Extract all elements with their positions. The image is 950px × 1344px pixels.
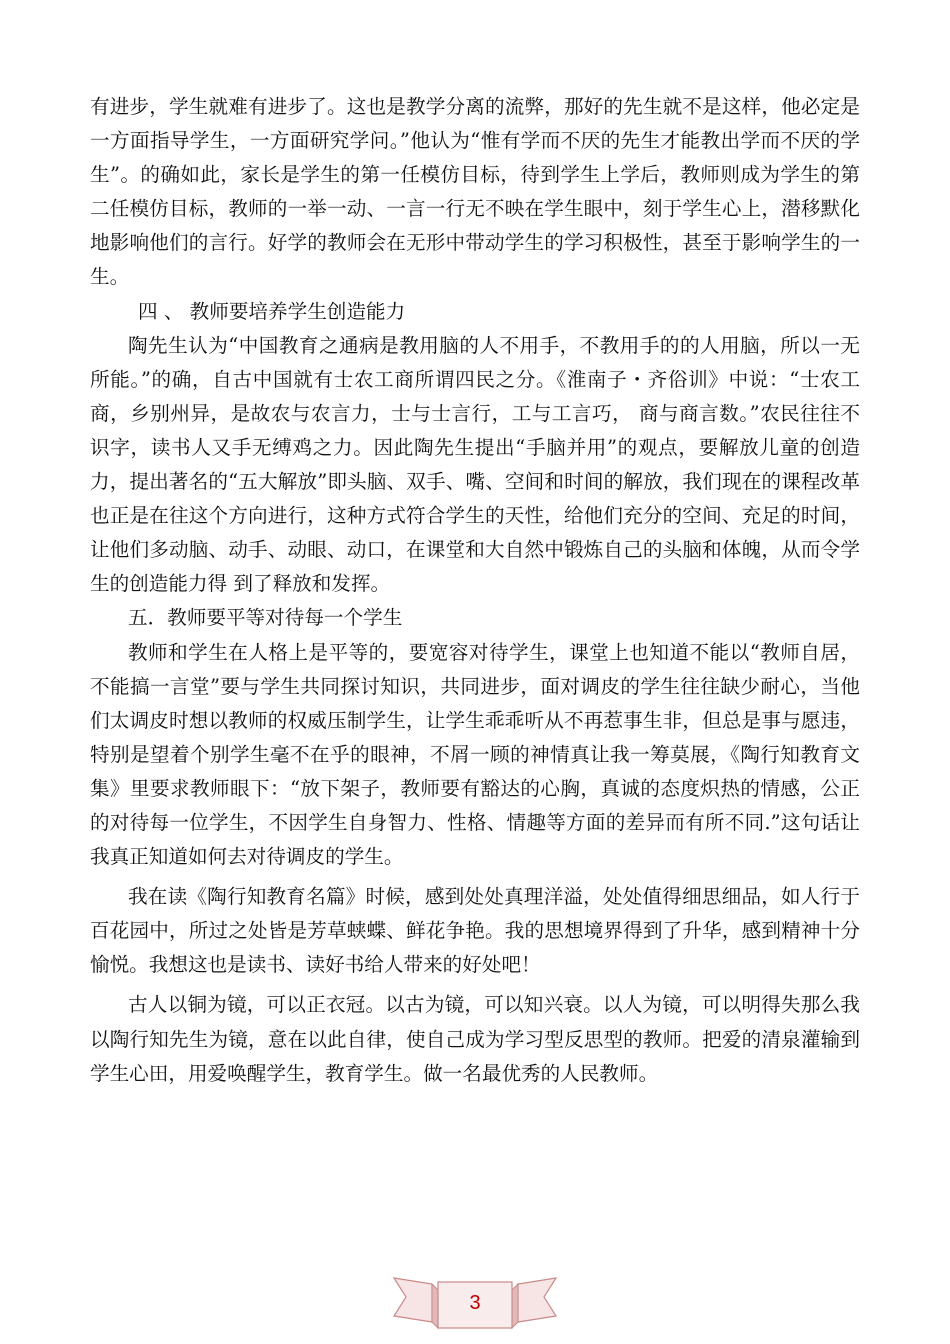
section-heading-5: 五．教师要平等对待每一个学生 <box>128 606 403 630</box>
page-number-ribbon <box>392 1270 558 1330</box>
section-heading-4: 四 、 教师要培养学生创造能力 <box>138 299 406 323</box>
paragraph-equality: 教师和学生在人格上是平等的，要宽容对待学生，课堂上也知道不能以“教师自居，不能搞一言堂”要与学生共同探讨知识，共同进步，面对调皮的学生往往缺少耐心，当他们太调皮时想以教师的权威压制学生，让学生乖乖听从不再惹事生非，但总是事与愿违，特别是望着个别学生毫不在乎的眼神，不屑一顾的神情真让我一筹莫展，《陶行知教育文集》里要求教师眼下：“放下架子，教师要有豁达的心胸，真诚的态度炽热的情感，公正的对待每一位学生，不因学生自身智力、性格、情趣等方面的差异而有所不同.”这句话让我真正知道如何去对待调皮的学生。 <box>90 640 860 869</box>
paragraph-creativity: 陶先生认为“中国教育之通病是教用脑的人不用手，不教用手的的人用脑，所以一无所能。”的确，自古中国就有士农工商所谓四民之分。《淮南子・齐俗训》中说：“士农工商，乡别州异，是故农与农言力，士与士言行，工与工言巧， 商与商言数。”农民往往不识字，读书人又手无缚鸡之力。因此陶先生提出“手脑并用”的观点，要解放儿童的创造力，提出著名的“五大解放”即头脑、双手、嘴、空间和时间的解放，我们现在的课程改革也正是在往这个方向进行，这种方式符合学生的天性，给他们充分的空间、充足的时间，让他们多动脑、动手、动眼、动口，在课堂和大自然中锻炼自己的头脑和体魄，从而令学生的创造能力得 到了释放和发挥。 <box>90 333 860 596</box>
paragraph-conclusion: 古人以铜为镜，可以正衣冠。以古为镜，可以知兴衰。以人为镜，可以明得失那么我以陶行知先生为镜，意在以此自律，使自己成为学习型反思型的教师。把爱的清泉灌输到学生心田，用爱唤醒学生，教育学生。做一名最优秀的人民教师。 <box>90 993 860 1085</box>
document-body <box>90 90 860 1091</box>
paragraph-continuation: 有进步，学生就难有进步了。这也是教学分离的流弊，那好的先生就不是这样，他必定是一方面指导学生，一方面研究学问。”他认为“惟有学而不厌的先生才能教出学而不厌的学生”。的确如此，家长是学生的第一任模仿目标，待到学生上学后，教师则成为学生的第二任模仿目标，教师的一举一动、一言一行无不映在学生眼中，刻于学生心上，潜移默化地影响他们的言行。好学的教师会在无形中带动学生的学习积极性，甚至于影响学生的一生。 <box>90 95 860 289</box>
page-number: 3 <box>469 1292 481 1314</box>
paragraph-reading: 我在读《陶行知教育名篇》时候，感到处处真理洋溢，处处值得细思细品，如人行于百花园中，所过之处皆是芳草蛱蝶、鲜花争艳。我的思想境界得到了升华，感到精神十分愉悦。我想这也是读书、读好书给人带来的好处吧！ <box>90 885 860 977</box>
